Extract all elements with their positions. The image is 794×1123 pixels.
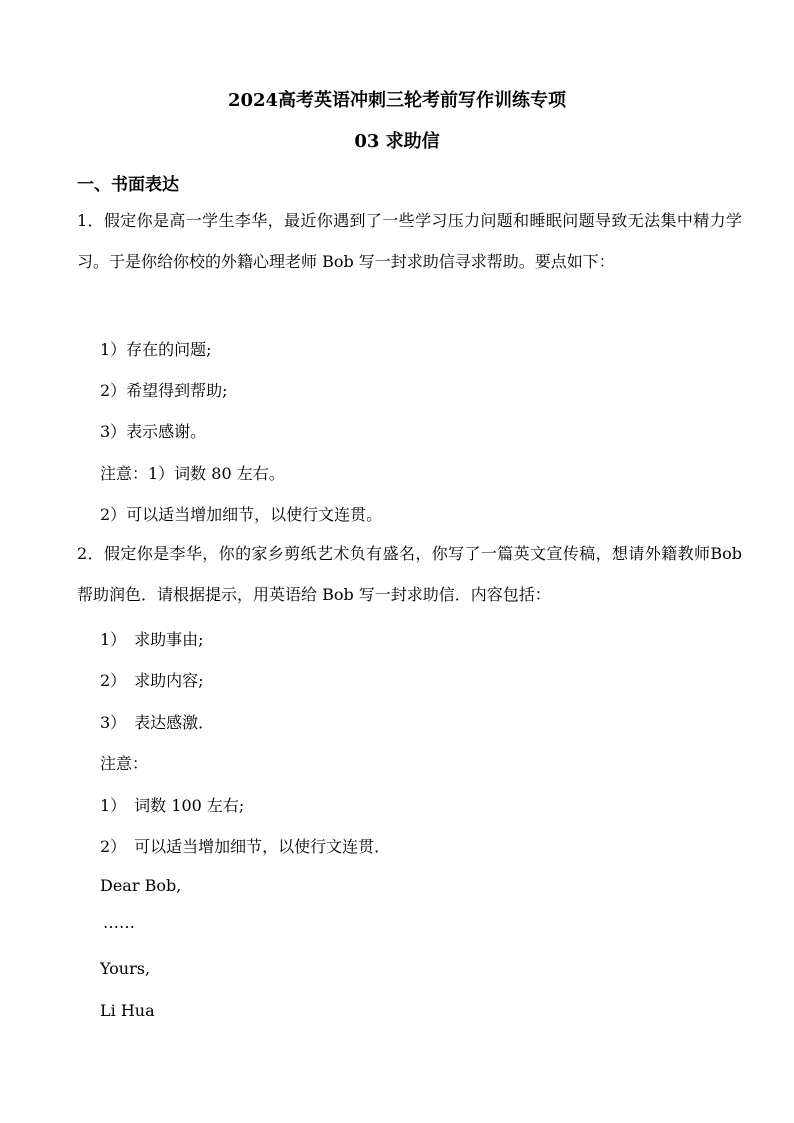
q2-point-3: 3） 表达感激． bbox=[100, 713, 215, 732]
section-heading: 一、书面表达 bbox=[77, 175, 179, 195]
letter-closing: Yours, bbox=[100, 959, 151, 978]
q1-point-2: 2）希望得到帮助; bbox=[100, 381, 228, 400]
letter-salutation: Dear Bob, bbox=[100, 876, 182, 895]
q1-note-1: 注意：1）词数 80 左右。 bbox=[100, 464, 285, 483]
document-subtitle: 03 求助信 bbox=[354, 131, 440, 152]
q2-note-2: 2） 可以适当增加细节，以使行文连贯． bbox=[100, 837, 391, 856]
q2-note-label: 注意： bbox=[100, 754, 149, 773]
q2-note-1: 1） 词数 100 左右; bbox=[100, 796, 245, 815]
q2-point-1: 1） 求助事由; bbox=[100, 630, 204, 649]
q1-note-2: 2）可以适当增加细节，以使行文连贯。 bbox=[100, 505, 383, 524]
question-1-stem: 1．假定你是高一学生李华，最近你遇到了一些学习压力问题和睡眠问题导致无法集中精力学习。于是你给你校的外籍心理老师 Bob 写一封求助信寻求帮助。要点如下： bbox=[77, 211, 742, 272]
document-title: 2024高考英语冲刺三轮考前写作训练专项 bbox=[227, 90, 567, 111]
q2-point-2: 2） 求助内容; bbox=[100, 671, 204, 690]
letter-signature: Li Hua bbox=[100, 1001, 155, 1020]
q1-point-1: 1）存在的问题; bbox=[100, 340, 212, 359]
question-2-stem: 2．假定你是李华，你的家乡剪纸艺术负有盛名，你写了一篇英文宣传稿，想请外籍教师Bob 帮助润色．请根据提示，用英语给 Bob 写一封求助信．内容包括： bbox=[77, 544, 742, 605]
letter-ellipsis: …… bbox=[103, 913, 135, 932]
q1-point-3: 3）表示感谢。 bbox=[100, 422, 207, 441]
